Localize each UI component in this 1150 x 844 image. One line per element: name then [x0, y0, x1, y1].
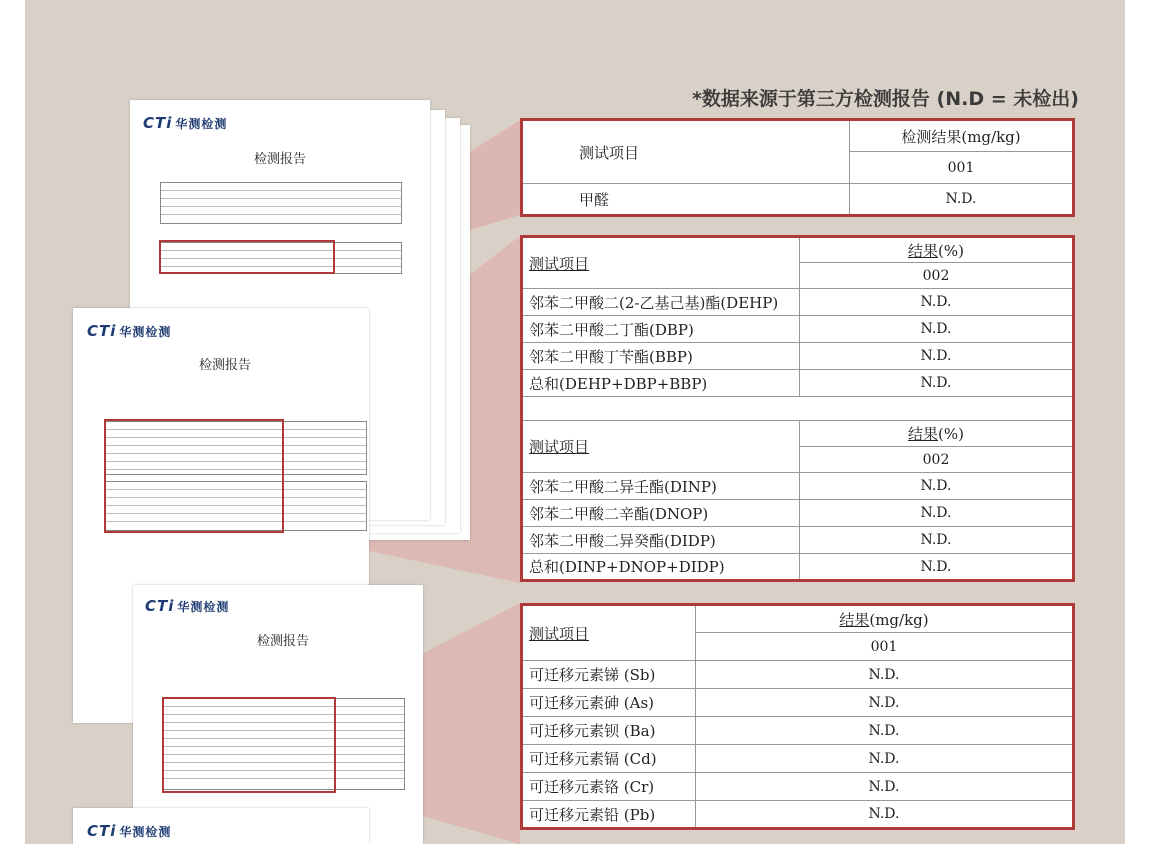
item-name: 甲醛	[522, 184, 850, 216]
item-name: 邻苯二甲酸二异壬酯(DINP)	[522, 473, 800, 500]
item-name: 总和(DEHP+DBP+BBP)	[522, 370, 800, 397]
item-value: N.D.	[800, 316, 1074, 343]
item-value: N.D.	[800, 289, 1074, 316]
sample-id: 001	[850, 152, 1074, 184]
item-value: N.D.	[696, 661, 1074, 689]
item-header: 测试项目	[522, 120, 850, 184]
cti-logo: CTi 华测检测	[143, 114, 228, 132]
item-value: N.D.	[696, 745, 1074, 773]
result-header: 结果(%)	[800, 421, 1074, 447]
spacer-row	[522, 397, 1074, 421]
formaldehyde-result-table	[520, 118, 1075, 217]
item-name: 可迁移元素铅 (Pb)	[522, 801, 696, 829]
sample-id: 002	[800, 447, 1074, 473]
phthalate-result-table	[520, 235, 1075, 582]
item-header: 测试项目	[522, 421, 800, 473]
item-value: N.D.	[800, 554, 1074, 581]
item-value: N.D.	[800, 500, 1074, 527]
result-header: 结果(mg/kg)	[696, 605, 1074, 633]
highlight-box	[162, 697, 336, 793]
background-panel	[25, 0, 1125, 844]
item-value: N.D.	[800, 343, 1074, 370]
report-page-4	[73, 808, 369, 844]
item-name: 邻苯二甲酸二(2-乙基己基)酯(DEHP)	[522, 289, 800, 316]
result-header: 检测结果(mg/kg)	[850, 120, 1074, 152]
item-name: 可迁移元素铬 (Cr)	[522, 773, 696, 801]
item-value: N.D.	[696, 773, 1074, 801]
sample-id: 001	[696, 633, 1074, 661]
highlight-box	[104, 419, 284, 533]
result-header: 结果(%)	[800, 237, 1074, 263]
item-name: 邻苯二甲酸丁苄酯(BBP)	[522, 343, 800, 370]
item-name: 可迁移元素镉 (Cd)	[522, 745, 696, 773]
item-name: 总和(DINP+DNOP+DIDP)	[522, 554, 800, 581]
cti-logo: CTi 华测检测	[87, 322, 172, 340]
item-value: N.D.	[696, 717, 1074, 745]
report-title: 检测报告	[254, 152, 307, 167]
item-name: 可迁移元素砷 (As)	[522, 689, 696, 717]
item-name: 邻苯二甲酸二辛酯(DNOP)	[522, 500, 800, 527]
sample-id: 002	[800, 263, 1074, 289]
item-value: N.D.	[850, 184, 1074, 216]
item-header: 测试项目	[522, 237, 800, 289]
data-source-note: *数据来源于第三方检测报告 (N.D = 未检出)	[692, 88, 1079, 110]
report-page-3	[133, 585, 423, 844]
item-name: 邻苯二甲酸二丁酯(DBP)	[522, 316, 800, 343]
highlight-box	[159, 240, 335, 274]
item-name: 可迁移元素钡 (Ba)	[522, 717, 696, 745]
item-value: N.D.	[800, 527, 1074, 554]
cti-logo: CTi 华测检测	[87, 822, 172, 840]
item-value: N.D.	[800, 370, 1074, 397]
item-value: N.D.	[696, 689, 1074, 717]
migratable-elements-table	[520, 603, 1075, 830]
mini-table	[160, 182, 402, 224]
cti-logo: CTi 华测检测	[145, 597, 230, 615]
report-title: 检测报告	[199, 358, 252, 373]
item-name: 邻苯二甲酸二异癸酯(DIDP)	[522, 527, 800, 554]
item-value: N.D.	[800, 473, 1074, 500]
item-value: N.D.	[696, 801, 1074, 829]
item-header: 测试项目	[522, 605, 696, 661]
report-title: 检测报告	[257, 634, 310, 649]
item-name: 可迁移元素锑 (Sb)	[522, 661, 696, 689]
